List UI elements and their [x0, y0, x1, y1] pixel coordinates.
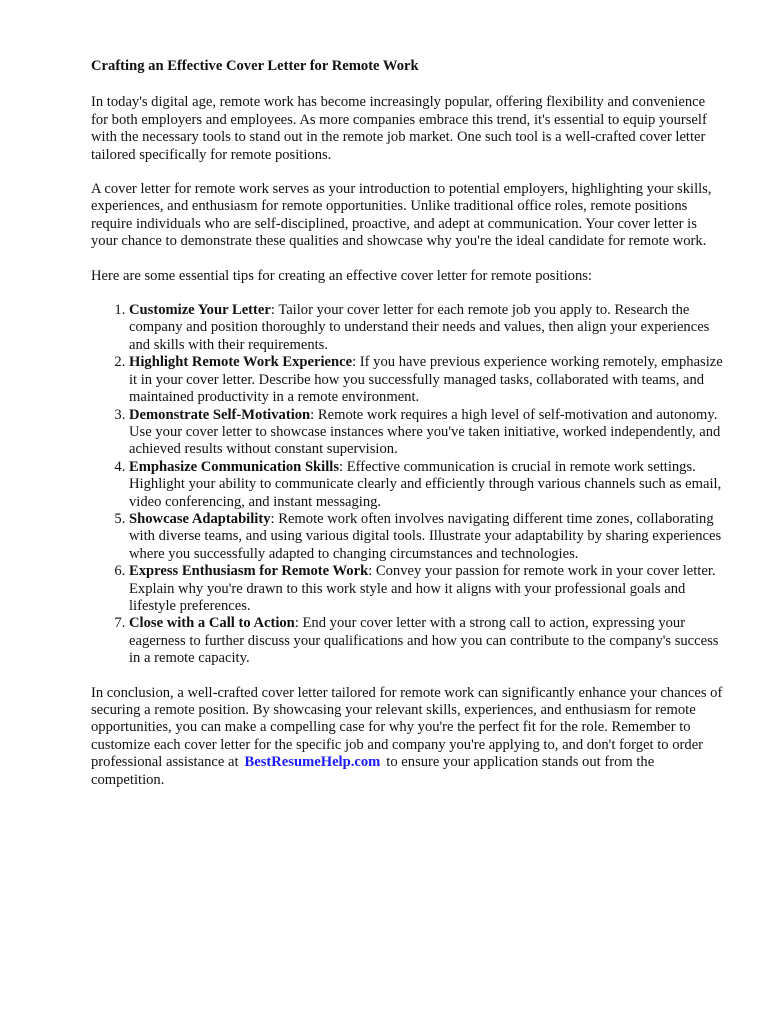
tip-item	[129, 459, 723, 511]
document-page	[91, 58, 723, 806]
intro-paragraph-1: In today's digital age, remote work has become increasingly popular, offering flexibility and convenience for both employers and employees. As more companies embrace this trend, it's essential to equip yourself with the necessary tools to stand out in the remote job market. One such tool is a well-crafted cover letter tailored specifically for remote positions.	[91, 94, 707, 163]
tip-text: Remote work often involves navigating different time zones, collaborating with diverse teams, and using various digital tools. Illustrate your adaptability by sharing experiences where you successfully adapted to changing circumstances and technologies.	[129, 510, 722, 562]
intro-paragraph-3: Here are some essential tips for creating an effective cover letter for remote positions:	[91, 267, 592, 284]
tip-separator: :	[368, 563, 376, 580]
tip-item	[129, 302, 723, 354]
tip-title: Emphasize Communication Skills	[129, 458, 340, 475]
intro-paragraph-2: A cover letter for remote work serves as your introduction to potential employers, highlighting your skills, experiences, and enthusiasm for remote opportunities. Unlike traditional office roles, remote positions require individuals who are self-disciplined, proactive, and adept at communication. Your cover letter is your chance to demonstrate these qualities and showcase why you're the ideal candidate for remote work.	[91, 181, 712, 250]
tip-text: If you have previous experience working remotely, emphasize it in your cover letter. Describe how you successfully managed tasks, collaborated with teams, and maintained productivity in a remote environment.	[129, 354, 723, 406]
tip-title: Demonstrate Self-Motivation	[129, 406, 311, 423]
tip-title: Highlight Remote Work Experience	[129, 354, 353, 371]
document-title: Crafting an Effective Cover Letter for Remote Work	[91, 58, 419, 74]
tip-item	[129, 511, 723, 563]
conclusion-paragraph	[91, 685, 723, 789]
tip-separator: :	[339, 458, 347, 475]
tip-text: End your cover letter with a strong call to action, expressing your eagerness to further discuss your qualifications and how you can contribute to the company's success in a remote capacity.	[129, 615, 719, 667]
tip-separator: :	[270, 302, 279, 319]
tip-title: Customize Your Letter	[129, 302, 271, 319]
conclusion-text-before: In conclusion, a well-crafted cover letter tailored for remote work can significantly enhance your chances of securing a remote position. By showcasing your relevant skills, experiences, and enthusiasm for remote opportunities, you can make a compelling case for why you're the perfect fit for the role. Remember to customize each cover letter for the specific job and company you're applying to, and don't forget to order professional assistance at	[91, 684, 723, 771]
tip-separator: :	[294, 615, 303, 632]
tip-title: Showcase Adaptability	[129, 510, 271, 527]
tip-item	[129, 354, 723, 406]
tip-separator: :	[270, 510, 279, 527]
tip-title: Express Enthusiasm for Remote Work	[129, 563, 369, 580]
tip-item	[129, 407, 723, 459]
best-resume-help-link[interactable]: BestResumeHelp.com	[244, 754, 381, 771]
tip-text: Effective communication is crucial in remote work settings. Highlight your ability to communicate clearly and efficiently through various channels such as email, video conferencing, and instant messaging.	[129, 458, 722, 510]
tips-list	[91, 302, 723, 668]
tip-title: Close with a Call to Action	[129, 615, 295, 632]
tip-separator: :	[310, 406, 318, 423]
tip-text: Convey your passion for remote work in your cover letter. Explain why you're drawn to this work style and how it aligns with your professional goals and lifestyle preferences.	[129, 563, 716, 614]
tip-item	[129, 615, 723, 667]
tip-item	[129, 563, 723, 615]
tip-separator: :	[352, 354, 360, 371]
tip-text: Tailor your cover letter for each remote job you apply to. Research the company and position thoroughly to understand their needs and values, then align your experiences and skills with their requirements.	[129, 302, 710, 353]
tip-text: Remote work requires a high level of self-motivation and autonomy. Use your cover letter to showcase instances where you've taken initiative, worked independently, and achieved results without constant supervision.	[129, 406, 721, 458]
conclusion-text-after: to ensure your application stands out from the competition.	[91, 754, 655, 788]
